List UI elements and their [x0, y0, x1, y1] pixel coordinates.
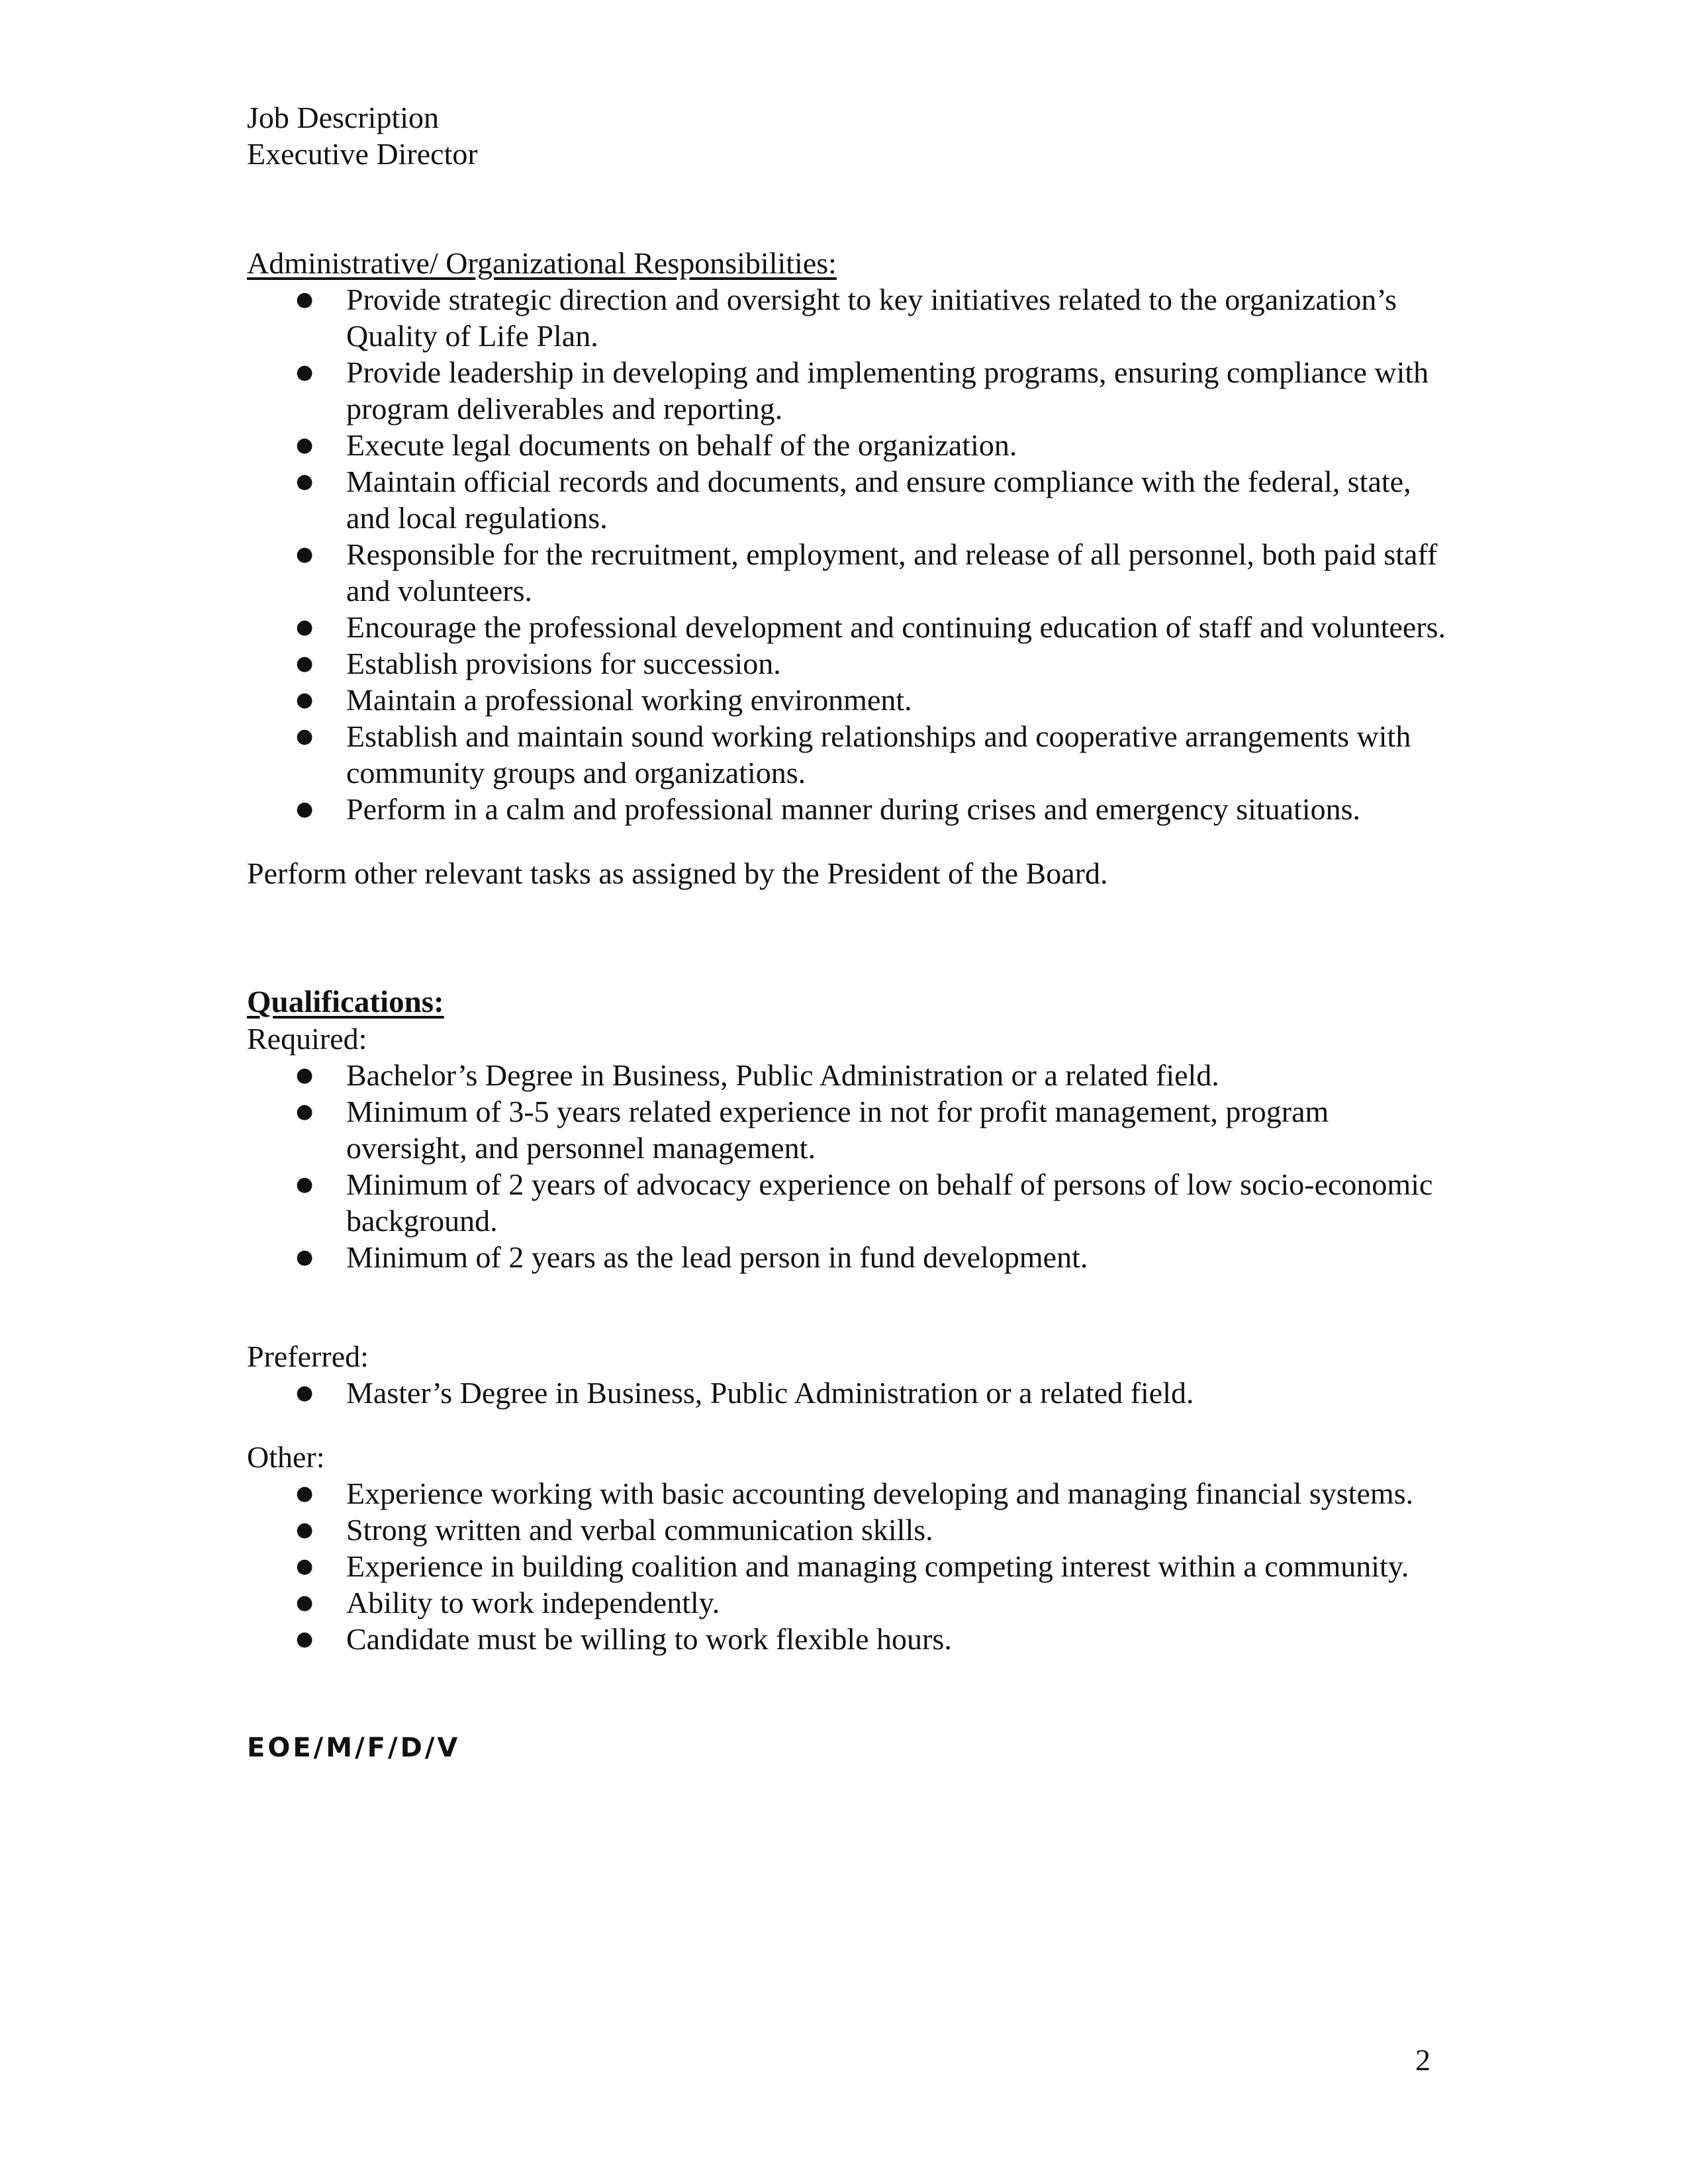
list-item-text: Provide leadership in developing and implementing programs, ensuring compliance with program deliverables and reporting. [346, 355, 1429, 426]
list-item [296, 645, 1452, 682]
bullet-icon: ● [296, 652, 314, 675]
document-title: Job Description [247, 101, 440, 134]
list-item [296, 1621, 1452, 1657]
bullet-icon: ● [296, 688, 314, 711]
bullet-icon: ● [296, 433, 314, 457]
preferred-label: Preferred: [247, 1340, 369, 1373]
bullet-icon: ● [296, 361, 314, 384]
list-item [296, 354, 1452, 427]
list-item [296, 536, 1452, 609]
bullet-icon: ● [296, 1518, 314, 1541]
list-item-text: Ability to work independently. [346, 1586, 720, 1619]
list-item-text: Strong written and verbal communication skills. [346, 1513, 933, 1547]
list-item-text: Minimum of 2 years as the lead person in fund development. [346, 1240, 1088, 1274]
bullet-icon: ● [296, 725, 314, 748]
admin-closing-note: Perform other relevant tasks as assigned by the President of the Board. [247, 856, 1108, 890]
list-item [296, 609, 1452, 645]
other-qualifications-list [247, 1475, 1452, 1657]
list-item-text: Candidate must be willing to work flexible hours. [346, 1622, 952, 1656]
required-qualifications-list [247, 1057, 1452, 1275]
list-item [296, 1239, 1452, 1275]
list-item [296, 1093, 1452, 1166]
list-item-text: Perform in a calm and professional manner during crises and emergency situations. [346, 792, 1361, 826]
preferred-qualifications-list [247, 1375, 1452, 1411]
bullet-icon: ● [296, 1173, 314, 1196]
list-item-text: Establish provisions for succession. [346, 647, 781, 680]
bullet-icon: ● [296, 288, 314, 311]
list-item [296, 1166, 1452, 1239]
list-item-text: Establish and maintain sound working relationships and cooperative arrangements with community groups and organizations. [346, 719, 1411, 790]
list-item-text: Encourage the professional development and continuing education of staff and volunteers. [346, 610, 1446, 644]
list-item-text: Provide strategic direction and oversight to key initiatives related to the organization’s Quality of Life Plan. [346, 283, 1397, 353]
list-item-text: Maintain a professional working environment. [346, 683, 912, 717]
qualifications-title: Qualifications: [247, 985, 444, 1019]
list-item-text: Maintain official records and documents, and ensure compliance with the federal, state, and local regulations. [346, 465, 1411, 535]
bullet-icon: ● [296, 1100, 314, 1123]
bullet-icon: ● [296, 1064, 314, 1087]
spacer [247, 172, 1452, 245]
list-item [296, 1375, 1452, 1411]
list-item-text: Master’s Degree in Business, Public Administration or a related field. [346, 1376, 1194, 1410]
bullet-icon: ● [296, 1591, 314, 1614]
list-item [296, 682, 1452, 718]
spacer [247, 891, 1452, 984]
bullet-icon: ● [296, 1381, 314, 1404]
bullet-icon: ● [296, 1627, 314, 1651]
list-item-text: Execute legal documents on behalf of the organization. [346, 428, 1017, 462]
bullet-icon: ● [296, 615, 314, 639]
admin-responsibilities-list [247, 281, 1452, 827]
list-item [296, 281, 1452, 354]
list-item-text: Experience in building coalition and managing competing interest within a community. [346, 1549, 1409, 1583]
list-item-text: Responsible for the recruitment, employment, and release of all personnel, both paid staff and volunteers. [346, 537, 1438, 608]
bullet-icon: ● [296, 797, 314, 821]
bullet-icon: ● [296, 1246, 314, 1269]
bullet-icon: ● [296, 543, 314, 566]
list-item-text: Minimum of 2 years of advocacy experience on behalf of persons of low socio-economic background. [346, 1167, 1433, 1238]
position-title: Executive Director [247, 137, 478, 171]
bullet-icon: ● [296, 1482, 314, 1505]
list-item-text: Experience working with basic accounting developing and managing financial systems. [346, 1477, 1414, 1510]
admin-section-title: Administrative/ Organizational Responsibilities: [247, 246, 837, 280]
other-label: Other: [247, 1440, 325, 1474]
spacer [247, 1275, 1452, 1338]
required-label: Required: [247, 1022, 367, 1056]
list-item [296, 718, 1452, 791]
list-item [296, 1548, 1452, 1584]
bullet-icon: ● [296, 1555, 314, 1578]
list-item-text: Bachelor’s Degree in Business, Public Administration or a related field. [346, 1058, 1219, 1092]
list-item [296, 1057, 1452, 1093]
list-item [296, 463, 1452, 536]
document-body [247, 99, 1452, 1766]
list-item [296, 1584, 1452, 1621]
list-item [296, 1512, 1452, 1548]
spacer [247, 1411, 1452, 1439]
list-item [296, 1475, 1452, 1512]
list-item [296, 427, 1452, 463]
page-number: 2 [1415, 2043, 1430, 2077]
spacer [247, 827, 1452, 855]
list-item [296, 791, 1452, 827]
bullet-icon: ● [296, 470, 314, 493]
list-item-text: Minimum of 3-5 years related experience in not for profit management, program oversight, and personnel management. [346, 1095, 1329, 1165]
eoe-statement: EOE/M/F/D/V [247, 1733, 461, 1763]
spacer [247, 1657, 1452, 1730]
